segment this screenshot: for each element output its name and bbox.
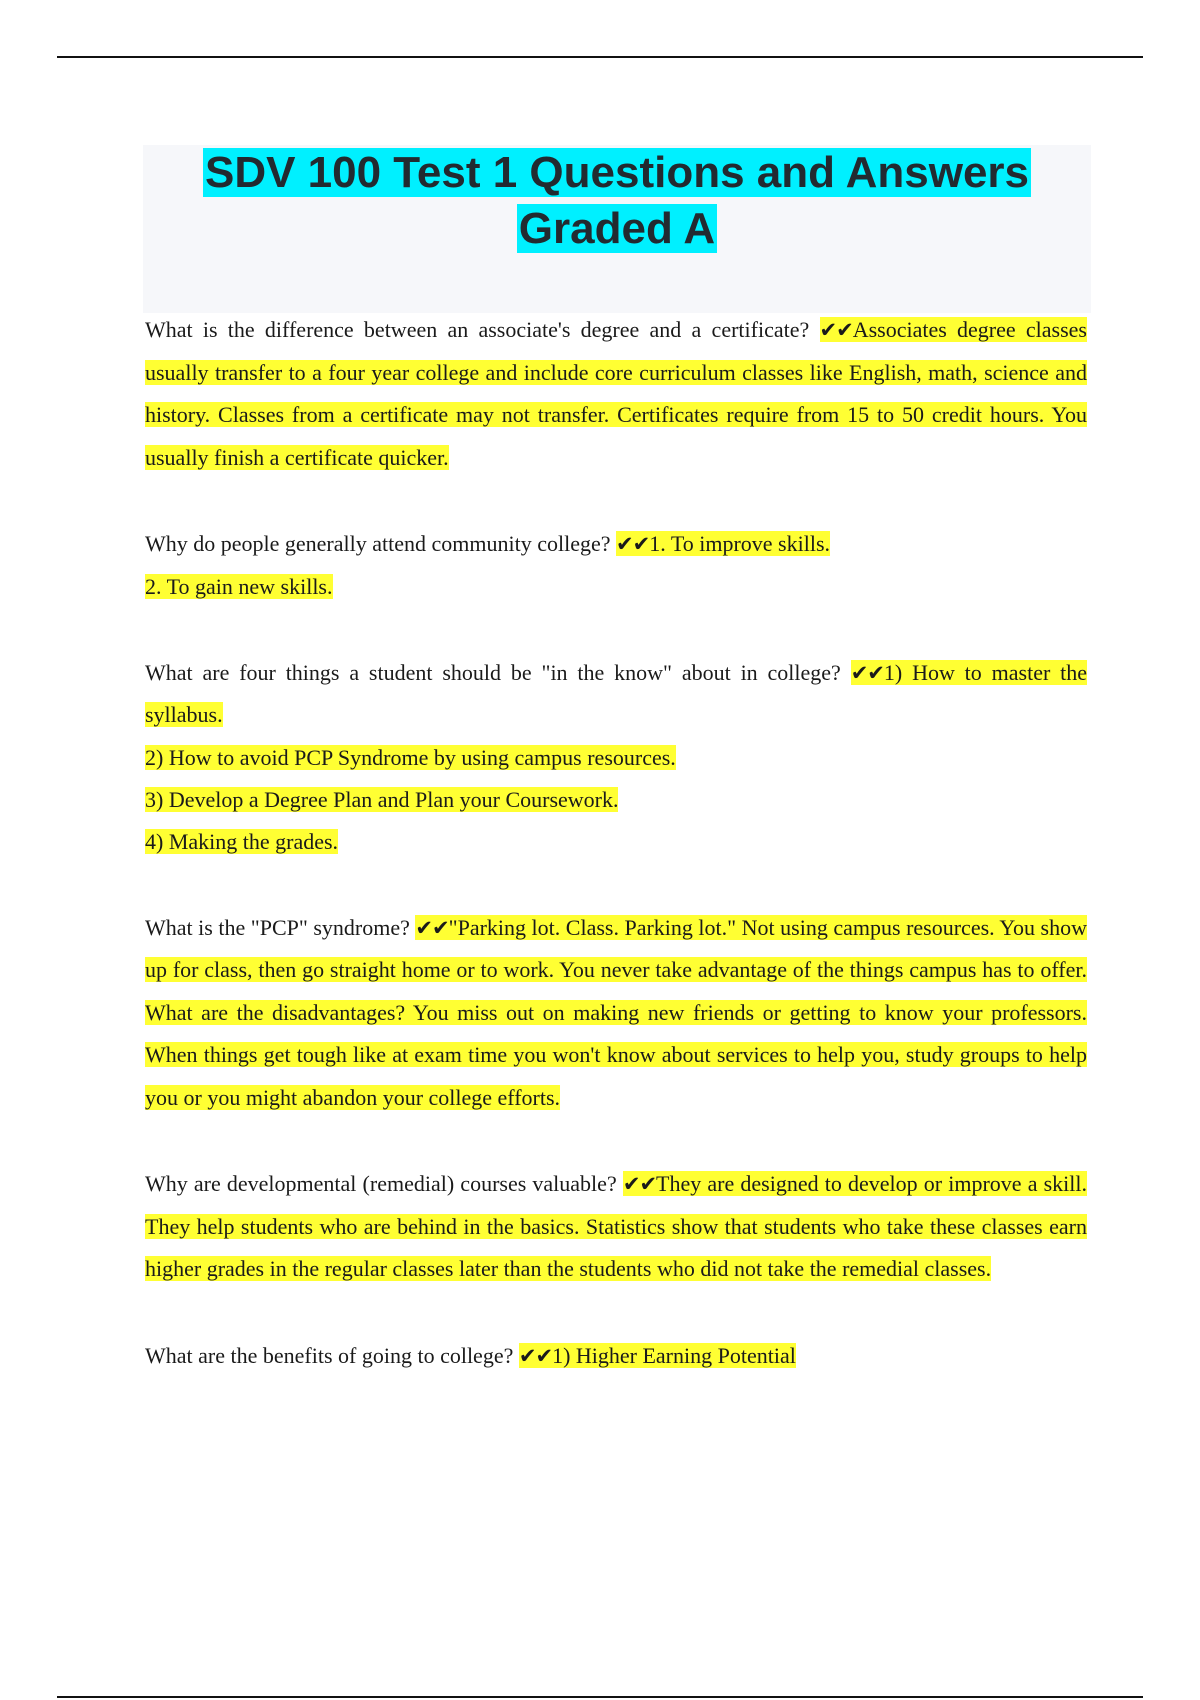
answer-text: 1) Higher Earning Potential [552,1342,796,1368]
answer-line: 3) Develop a Degree Plan and Plan your Coursework. [145,786,619,812]
qa-item [145,1335,1087,1378]
document-title: SDV 100 Test 1 Questions and Answers Graded A [204,148,1030,253]
qa-item [145,907,1087,1120]
answer-line: 2. To gain new skills. [145,573,333,599]
qa-item [145,523,1087,608]
qa-item [145,309,1087,479]
answer-text: 1) How to master the syllabus. [145,659,1088,727]
question-text: What are the benefits of going to college? [145,1342,514,1368]
qa-item [145,652,1087,863]
title-panel [143,145,1091,313]
answer-text: Associates degree classes usually transfer to a four year college and include core curriculum classes like English, math, science and history. Classes from a certificate may not transfer. Certificates require from 15 to 50 credit hours. You usually finish a certificate quicker. [145,317,1087,470]
double-check-icon: ✔✔ [415,915,449,940]
top-rule [57,56,1143,58]
double-check-icon: ✔✔ [518,1343,553,1368]
double-check-icon: ✔✔ [850,660,884,685]
answer-text: 1. To improve skills. [649,531,830,556]
answer-highlight [145,915,1087,1110]
answer-text: They are designed to develop or improve a skill. They help students who are behind in the basics. Statistics show that students who take these classes earn higher grades in the regular classes later than the students who did not take the remedial classes. [145,1171,1087,1281]
answer-line: 4) Making the grades. [145,828,339,854]
bottom-rule [57,1696,1143,1698]
double-check-icon: ✔✔ [622,1172,657,1196]
double-check-icon: ✔✔ [819,318,853,342]
question-text: What is the difference between an associate's degree and a certificate? [145,317,810,342]
qa-item [145,1163,1087,1291]
double-check-icon: ✔✔ [616,532,650,556]
question-text: Why do people generally attend community college? [145,531,611,556]
answer-highlight [519,1343,796,1368]
question-text: Why are developmental (remedial) courses valuable? [145,1171,617,1196]
question-text: What is the "PCP" syndrome? [145,914,410,940]
answer-highlight [616,531,830,556]
qa-list [145,309,1087,1421]
question-text: What are four things a student should be "in the know" about in college? [145,659,841,685]
answer-text: "Parking lot. Class. Parking lot." Not using campus resources. You show up for class, then go straight home or to work. You never take advantage of the things campus has to offer. What are the disadvantages? You miss out on making new friends or getting to know your professors. When things get tough like at exam time you won't know about services to help you, study groups to help you or you might abandon your college efforts. [145,914,1087,1110]
answer-line: 2) How to avoid PCP Syndrome by using campus resources. [145,744,676,770]
